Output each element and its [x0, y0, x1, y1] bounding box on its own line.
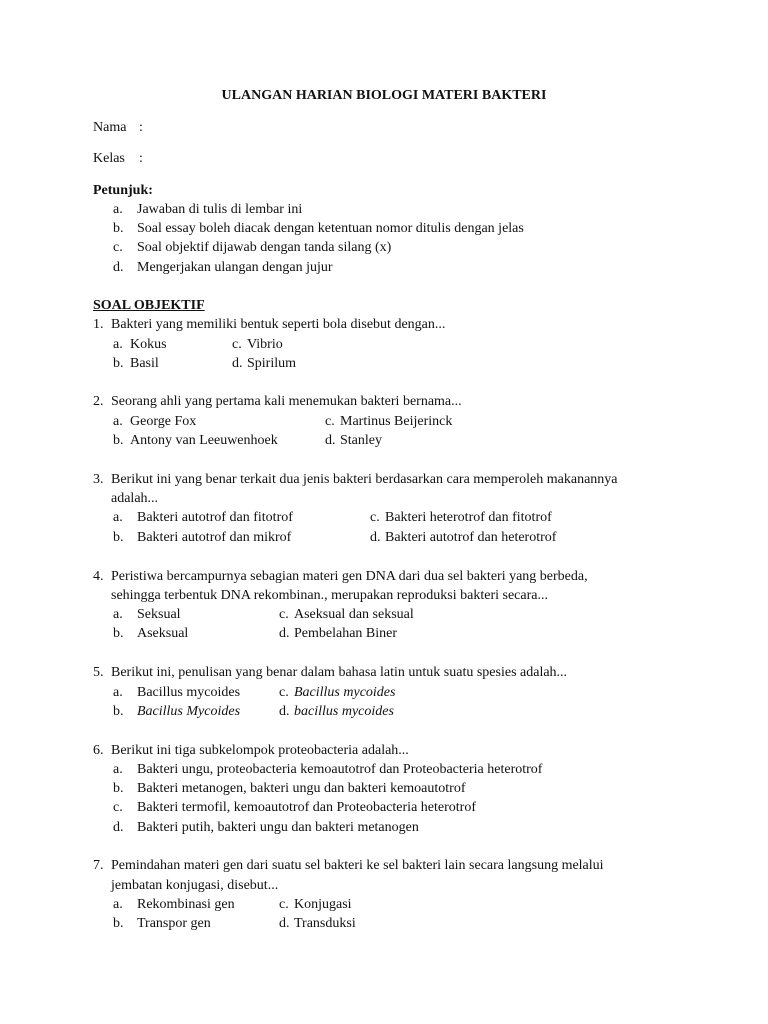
option-marker: a. [113, 685, 123, 700]
option-text: Bakteri metanogen, bakteri ungu dan bakteri kemoautotrof [137, 781, 466, 796]
question-number: 4. [93, 569, 104, 584]
nama-label: Nama [93, 120, 127, 135]
question-text: Pemindahan materi gen dari suatu sel bakteri ke sel bakteri lain secara langsung melalui [111, 858, 604, 873]
option-text: Bacillus Mycoides [137, 704, 241, 719]
option-marker: a. [113, 510, 123, 525]
question-text: adalah... [111, 491, 159, 506]
option-marker: b. [113, 626, 124, 641]
option-marker: a. [113, 337, 123, 352]
option-text: Seksual [137, 607, 181, 622]
option-text: Rekombinasi gen [137, 897, 235, 912]
option-marker: b. [113, 530, 124, 545]
petunjuk-item: Mengerjakan ulangan dengan jujur [137, 260, 333, 275]
question-text: Bakteri yang memiliki bentuk seperti bola disebut dengan... [111, 317, 446, 332]
question-number: 2. [93, 394, 104, 409]
option-text: Transpor gen [137, 916, 211, 931]
question-number: 6. [93, 743, 104, 758]
question-number: 3. [93, 472, 104, 487]
option-marker: b. [113, 781, 124, 796]
option-marker: d. [113, 820, 124, 835]
option-text: Bakteri autotrof dan mikrof [137, 530, 292, 545]
option-marker: b. [113, 704, 124, 719]
option-text: Martinus Beijerinck [340, 414, 453, 429]
option-marker: d. [279, 626, 290, 641]
option-text: Aseksual [137, 626, 189, 641]
option-text: Spirilum [247, 356, 297, 371]
option-marker: c. [232, 337, 242, 352]
kelas-label: Kelas [93, 151, 125, 166]
option-text: Bakteri ungu, proteobacteria kemoautotrof dan Proteobacteria heterotrof [137, 762, 543, 777]
question-number: 7. [93, 858, 104, 873]
option-text: Stanley [340, 433, 382, 448]
question-number: 1. [93, 317, 104, 332]
petunjuk-item: Soal essay boleh diacak dengan ketentuan nomor ditulis dengan jelas [137, 221, 524, 236]
petunjuk-item: Jawaban di tulis di lembar ini [137, 202, 303, 217]
option-text: bacillus mycoides [294, 704, 394, 719]
option-text: Pembelahan Biner [294, 626, 398, 641]
option-marker: a. [113, 897, 123, 912]
petunjuk-marker: a. [113, 202, 123, 217]
option-text: Bakteri heterotrof dan fitotrof [385, 510, 552, 525]
section-heading: SOAL OBJEKTIF [93, 298, 205, 313]
option-marker: d. [279, 704, 290, 719]
option-marker: a. [113, 607, 123, 622]
option-marker: c. [279, 607, 289, 622]
option-marker: a. [113, 762, 123, 777]
option-marker: b. [113, 356, 124, 371]
petunjuk-marker: b. [113, 221, 124, 236]
question-text: Berikut ini tiga subkelompok proteobacteria adalah... [111, 743, 409, 758]
option-text: Konjugasi [294, 897, 352, 912]
question-number: 5. [93, 665, 104, 680]
option-text: Transduksi [294, 916, 356, 931]
option-text: Bakteri autotrof dan heterotrof [385, 530, 557, 545]
option-marker: c. [279, 897, 289, 912]
option-text: Vibrio [247, 337, 283, 352]
kelas-colon: : [139, 151, 143, 166]
option-marker: c. [325, 414, 335, 429]
option-marker: d. [232, 356, 243, 371]
option-marker: b. [113, 433, 124, 448]
nama-colon: : [139, 120, 143, 135]
question-text: Peristiwa bercampurnya sebagian materi gen DNA dari dua sel bakteri yang berbeda, [111, 569, 588, 584]
question-text: sehingga terbentuk DNA rekombinan., merupakan reproduksi bakteri secara... [111, 588, 548, 603]
option-text: Bakteri autotrof dan fitotrof [137, 510, 293, 525]
petunjuk-heading: Petunjuk: [93, 183, 153, 198]
option-marker: c. [279, 685, 289, 700]
question-text: jembatan konjugasi, disebut... [111, 878, 279, 893]
petunjuk-item: Soal objektif dijawab dengan tanda silang (x) [137, 240, 392, 255]
option-marker: d. [325, 433, 336, 448]
petunjuk-marker: d. [113, 260, 124, 275]
question-text: Berikut ini yang benar terkait dua jenis bakteri berdasarkan cara memperoleh makanannya [111, 472, 618, 487]
option-text: Bakteri putih, bakteri ungu dan bakteri metanogen [137, 820, 419, 835]
option-marker: c. [113, 800, 123, 815]
option-marker: a. [113, 414, 123, 429]
option-text: Bacillus mycoides [137, 685, 241, 700]
option-marker: c. [370, 510, 380, 525]
option-text: Kokus [130, 337, 167, 352]
petunjuk-marker: c. [113, 240, 123, 255]
page-title: ULANGAN HARIAN BIOLOGI MATERI BAKTERI [221, 88, 547, 103]
option-text: Antony van Leeuwenhoek [130, 433, 278, 448]
question-text: Seorang ahli yang pertama kali menemukan bakteri bernama... [111, 394, 462, 409]
option-marker: d. [370, 530, 381, 545]
option-text: George Fox [130, 414, 197, 429]
option-text: Bakteri termofil, kemoautotrof dan Proteobacteria heterotrof [137, 800, 476, 815]
option-marker: b. [113, 916, 124, 931]
option-marker: d. [279, 916, 290, 931]
question-text: Berikut ini, penulisan yang benar dalam bahasa latin untuk suatu spesies adalah... [111, 665, 568, 680]
option-text: Bacillus mycoides [294, 685, 396, 700]
option-text: Basil [130, 356, 159, 371]
option-text: Aseksual dan seksual [294, 607, 414, 622]
